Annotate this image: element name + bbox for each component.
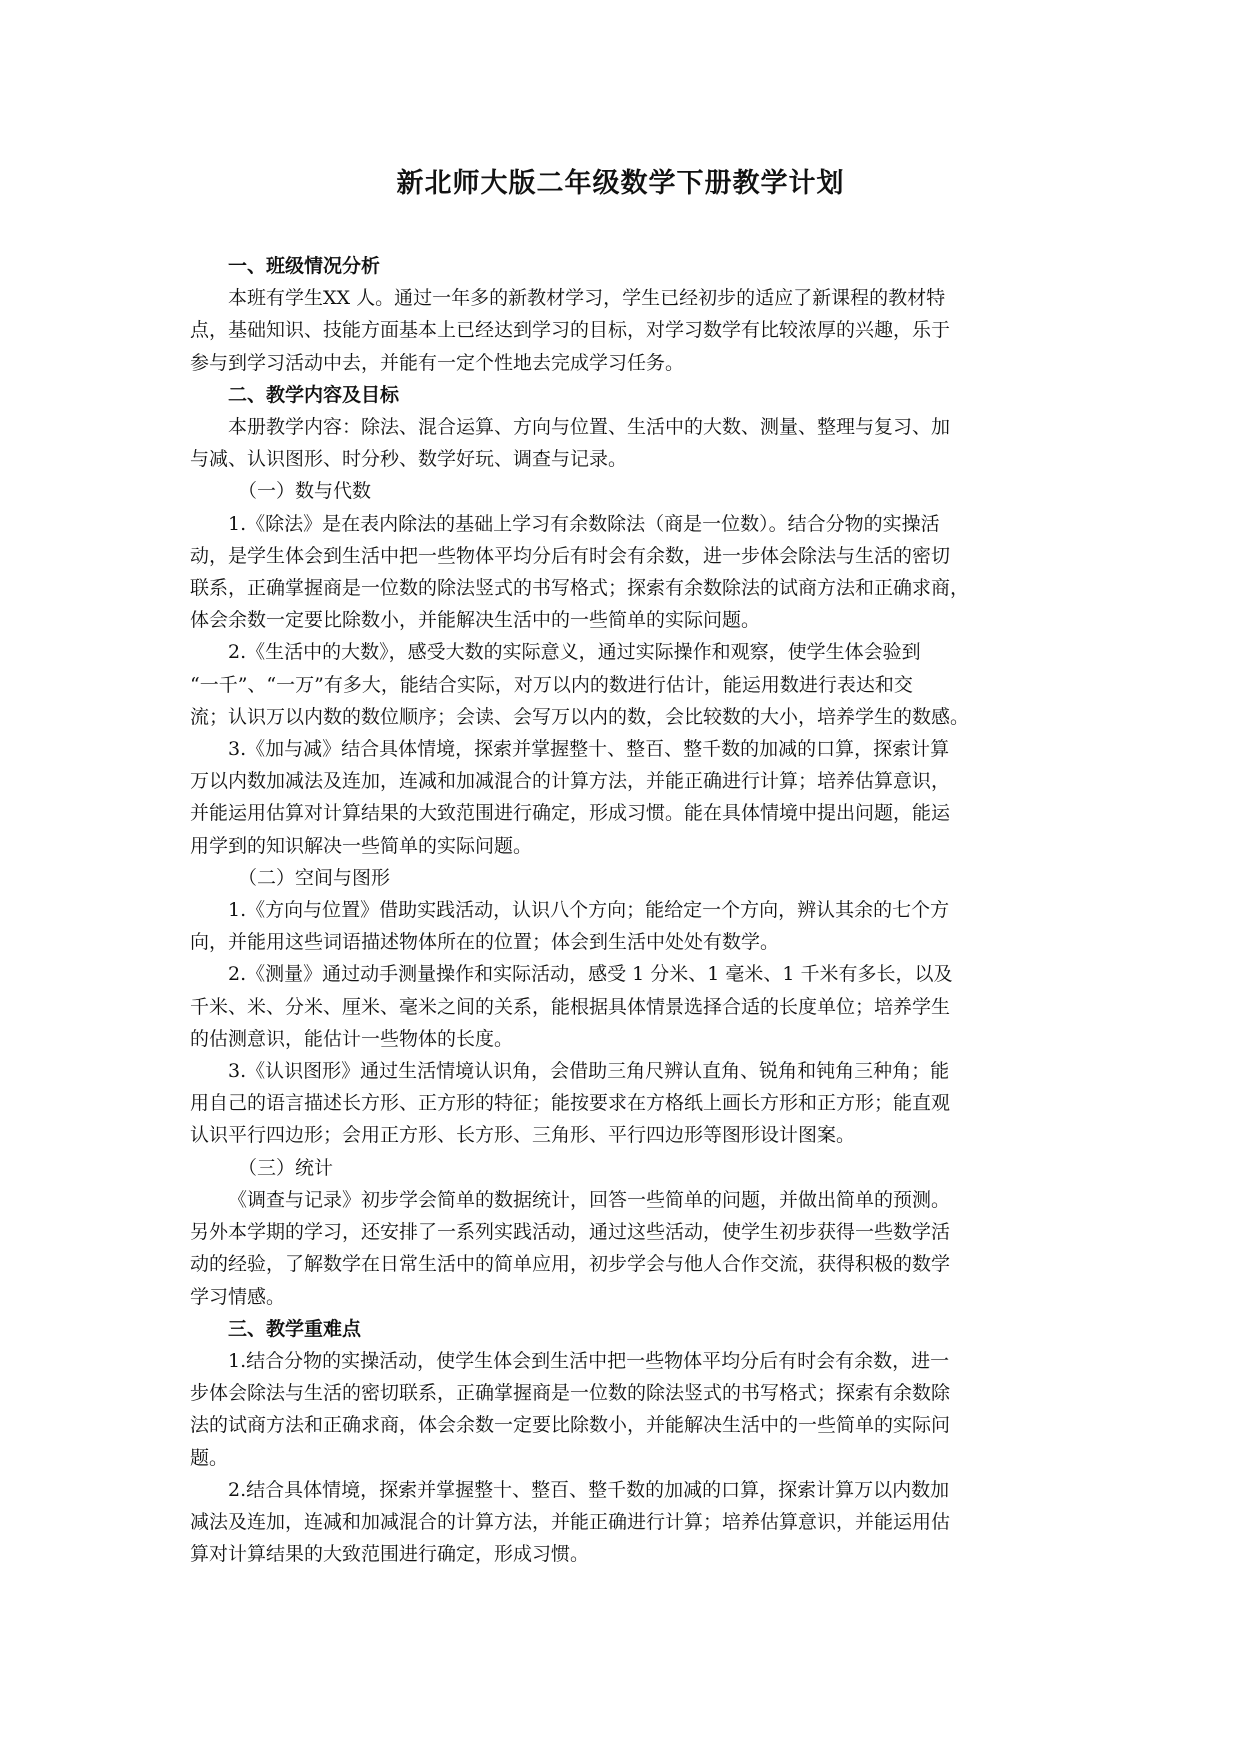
paragraph-line: 向，并能用这些词语描述物体所在的位置；体会到生活中处处有数学。: [190, 931, 780, 954]
paragraph-line: 学习情感。: [190, 1285, 286, 1308]
paragraph-line: 并能运用估算对计算结果的大致范围进行确定，形成习惯。能在具体情境中提出问题，能运: [190, 802, 951, 825]
paragraph-line: 流；认识万以内数的数位顺序；会读、会写万以内的数，会比较数的大小，培养学生的数感。: [190, 705, 970, 728]
paragraph-line: 动的经验，了解数学在日常生活中的简单应用，初步学会与他人合作交流，获得积极的数学: [190, 1253, 951, 1276]
paragraph-line: 2.《测量》通过动手测量操作和实际活动，感受 1 分米、1 毫米、1 千米有多长，以及: [228, 963, 953, 986]
paragraph-line: 减法及连加，连减和加减混合的计算方法，并能正确进行计算；培养估算意识，并能运用估: [190, 1510, 951, 1533]
paragraph-line: 点，基础知识、技能方面基本上已经达到学习的目标，对学习数学有比较浓厚的兴趣，乐于: [190, 319, 951, 342]
subsection-heading: （一）数与代数: [238, 480, 372, 503]
paragraph-line: 的估测意识，能估计一些物体的长度。: [190, 1027, 514, 1050]
paragraph-line: 本班有学生XX 人。通过一年多的新教材学习，学生已经初步的适应了新课程的教材特: [228, 287, 946, 310]
paragraph-line: 体会余数一定要比除数小，并能解决生活中的一些简单的实际问题。: [190, 609, 761, 632]
paragraph-line: 1.结合分物的实操活动，使学生体会到生活中把一些物体平均分后有时会有余数，进一: [228, 1349, 950, 1372]
paragraph-line: 法的试商方法和正确求商，体会余数一定要比除数小，并能解决生活中的一些简单的实际问: [190, 1414, 951, 1437]
paragraph-line: 认识平行四边形；会用正方形、长方形、三角形、平行四边形等图形设计图案。: [190, 1124, 856, 1147]
paragraph-line: 用自己的语言描述长方形、正方形的特征；能按要求在方格纸上画长方形和正方形；能直观: [190, 1092, 951, 1115]
paragraph-line: 2.结合具体情境，探索并掌握整十、整百、整千数的加减的口算，探索计算万以内数加: [228, 1478, 950, 1501]
paragraph-line: “一千”、“一万”有多大，能结合实际，对万以内的数进行估计，能运用数进行表达和交: [190, 673, 913, 696]
section-heading: 三、教学重难点: [228, 1317, 362, 1340]
section-heading: 二、教学内容及目标: [228, 383, 400, 406]
paragraph-line: 3.《加与减》结合具体情境，探索并掌握整十、整百、整千数的加减的口算，探索计算: [228, 738, 950, 761]
paragraph-line: 联系，正确掌握商是一位数的除法竖式的书写格式；探索有余数除法的试商方法和正确求商，: [190, 577, 970, 600]
paragraph-line: 万以内数加减法及连加，连减和加减混合的计算方法，并能正确进行计算；培养估算意识，: [190, 770, 951, 793]
paragraph-line: 步体会除法与生活的密切联系，正确掌握商是一位数的除法竖式的书写格式；探索有余数除: [190, 1382, 951, 1405]
section-heading: 一、班级情况分析: [228, 255, 381, 277]
paragraph-line: 题。: [190, 1446, 229, 1469]
paragraph-line: 1.《除法》是在表内除法的基础上学习有余数除法（商是一位数）。结合分物的实操活: [228, 512, 940, 535]
paragraph-line: 本册教学内容：除法、混合运算、方向与位置、生活中的大数、测量、整理与复习、加: [228, 416, 951, 439]
paragraph-line: 用学到的知识解决一些简单的实际问题。: [190, 834, 533, 857]
subsection-heading: （二）空间与图形: [238, 866, 391, 889]
paragraph-line: 动，是学生体会到生活中把一些物体平均分后有时会有余数，进一步体会除法与生活的密切: [190, 544, 951, 567]
paragraph-line: 《调查与记录》初步学会简单的数据统计，回答一些简单的问题，并做出简单的预测。: [228, 1188, 951, 1211]
paragraph-line: 与减、认识图形、时分秒、数学好玩、调查与记录。: [190, 448, 628, 471]
paragraph-line: 算对计算结果的大致范围进行确定，形成习惯。: [190, 1543, 590, 1566]
paragraph-line: 2.《生活中的大数》，感受大数的实际意义，通过实际操作和观察，使学生体会验到: [228, 641, 921, 664]
paragraph-line: 千米、米、分米、厘米、毫米之间的关系，能根据具体情景选择合适的长度单位；培养学生: [190, 995, 951, 1018]
document-title: 新北师大版二年级数学下册教学计划: [396, 168, 845, 199]
subsection-heading: （三）统计: [238, 1156, 334, 1179]
document-body: [190, 250, 1058, 1570]
paragraph-line: 另外本学期的学习，还安排了一系列实践活动，通过这些活动，使学生初步获得一些数学活: [190, 1221, 951, 1244]
paragraph-line: 3.《认识图形》通过生活情境认识角，会借助三角尺辨认直角、锐角和钝角三种角；能: [228, 1060, 950, 1083]
paragraph-line: 参与到学习活动中去，并能有一定个性地去完成学习任务。: [190, 351, 685, 374]
paragraph-line: 1.《方向与位置》借助实践活动，认识八个方向；能给定一个方向，辨认其余的七个方: [228, 899, 950, 922]
